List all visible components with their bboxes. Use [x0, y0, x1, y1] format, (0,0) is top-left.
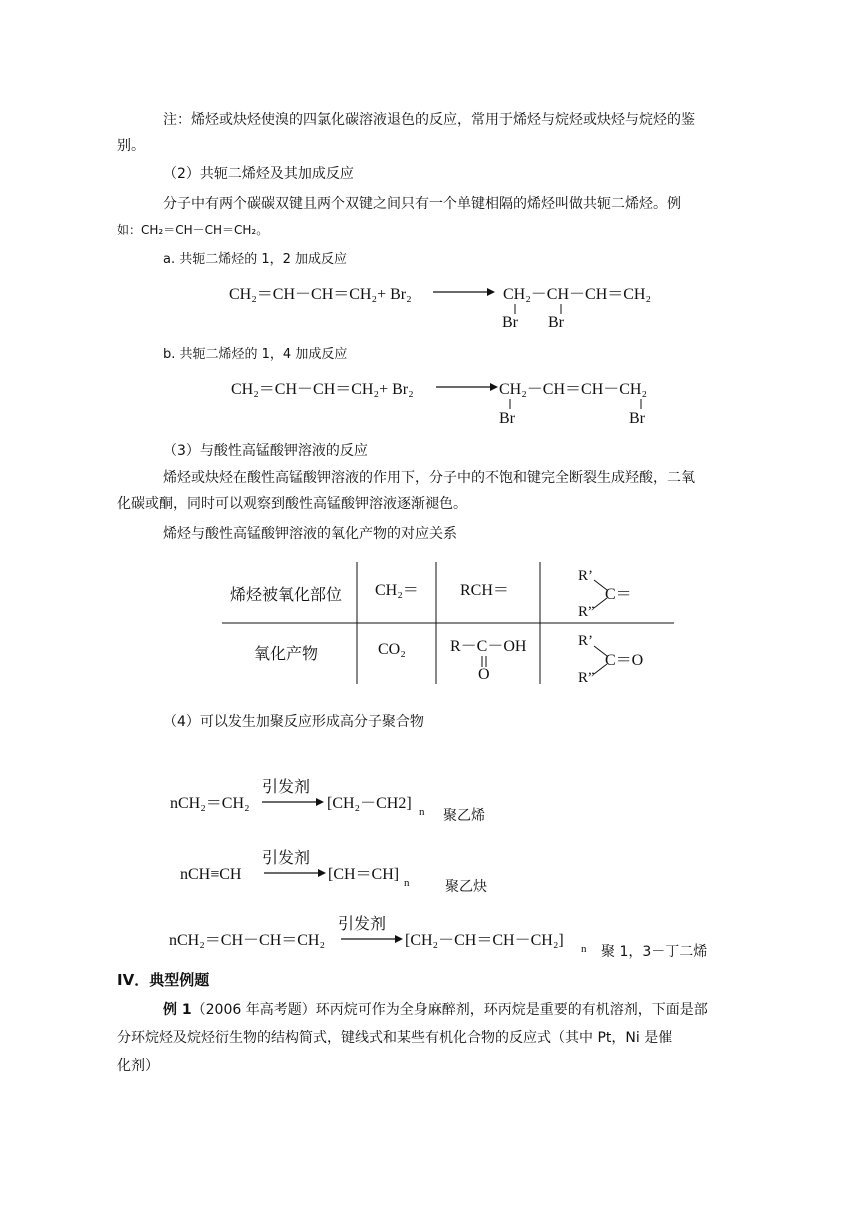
table-row2-acid-o: O: [478, 666, 490, 683]
polymer-1-name: 聚乙烯: [443, 808, 485, 824]
reaction-b-product: CH₂－CH＝CH－CH₂: [499, 381, 648, 398]
polymer-1-n: n: [419, 806, 425, 818]
section-2-para-line-1: 分子中有两个碳碳双键且两个双键之间只有一个单键相隔的烯烃叫做共轭二烯烃。例: [163, 196, 681, 212]
table-row1-r-prime: R’: [578, 568, 593, 584]
reaction-a-br-2: Br: [548, 314, 564, 331]
section-2-para-line-2: 如：CH₂＝CH－CH＝CH₂。: [117, 223, 269, 237]
initiator-label-1: 引发剂: [262, 777, 311, 796]
example-1-line-2: 分环烷烃及烷烃衍生物的结构简式，键线式和某些有机化合物的反应式（其中 Pt，Ni 是催: [117, 1030, 673, 1046]
reaction-b-bonds: [500, 397, 660, 409]
table-row1-bonds: [590, 574, 612, 614]
reaction-a-bonds: [505, 302, 575, 314]
polymer-2-name: 聚乙炔: [445, 879, 487, 895]
reaction-a-br-1: Br: [502, 314, 518, 331]
polymer-1-monomer: nCH₂＝CH₂: [170, 795, 250, 812]
table-row1-r-dprime: R”: [578, 604, 595, 620]
table-row2-header: 氧化产物: [254, 644, 319, 663]
polymer-3-arrow: [341, 934, 403, 944]
table-row1-header: 烯烃被氧化部位: [230, 585, 343, 604]
item-a-label: a. 共轭二烯烃的 1，2 加成反应: [163, 252, 348, 267]
polymer-1-arrow: [262, 797, 324, 807]
reaction-a-arrow: [433, 287, 495, 297]
section-3-para-line-2: 化碳或酮，同时可以观察到酸性高锰酸钾溶液逐渐褪色。: [117, 496, 467, 512]
reaction-b-br-1: Br: [499, 410, 515, 427]
reaction-a-product: CH₂－CH－CH＝CH₂: [503, 286, 652, 303]
table-row2-r-prime: R’: [578, 633, 593, 649]
reaction-b-arrow: [436, 382, 498, 392]
example-label: 例 1: [163, 1002, 192, 1018]
note-line-1: 注：烯烃或炔烃使溴的四氯化碳溶液退色的反应，常用于烯烃与烷烃或炔烃与烷烃的鉴: [163, 112, 695, 128]
reaction-a-reactants: CH₂＝CH－CH＝CH₂+ Br₂: [229, 286, 412, 303]
polymer-2-monomer: nCH≡CH: [180, 866, 242, 883]
section-3-para-line-1: 烯烃或炔烃在酸性高锰酸钾溶液的作用下，分子中的不饱和键完全断裂生成羟酸，二氧: [163, 470, 695, 486]
table-row2-c-o: C＝O: [605, 652, 644, 669]
note-line-2: 别。: [117, 138, 145, 154]
polymer-3-n: n: [581, 943, 587, 955]
section-3-heading: （3）与酸性高锰酸钾溶液的反应: [163, 443, 368, 459]
table-row1-c-dbl: C＝: [605, 586, 632, 603]
section-iv-heading: IV．典型例题: [117, 971, 210, 989]
reaction-b-br-2: Br: [629, 410, 645, 427]
polymer-2-arrow: [264, 868, 326, 878]
table-row1-rch: RCH＝: [460, 582, 509, 599]
section-2-heading: （2）共轭二烯烃及其加成反应: [163, 166, 354, 182]
polymer-2-n: n: [404, 877, 410, 889]
polymer-1-product: [CH₂－CH2]: [327, 795, 412, 812]
table-row2-acid: R－C－OH: [450, 638, 527, 655]
table-row2-r-dprime: R”: [578, 670, 595, 686]
polymer-2-product: [CH＝CH]: [328, 866, 400, 883]
example-1-line-3: 化剂）: [117, 1058, 159, 1074]
table-row2-bonds: [590, 640, 612, 680]
initiator-label-2: 引发剂: [262, 848, 311, 867]
polymer-3-monomer: nCH₂＝CH－CH＝CH₂: [169, 932, 326, 949]
table-row2-co2: CO₂: [378, 641, 406, 658]
item-b-label: b. 共轭二烯烃的 1，4 加成反应: [163, 347, 348, 362]
section-4-heading: （4）可以发生加聚反应形成高分子聚合物: [163, 714, 424, 730]
example-1-text-1: （2006 年高考题）环丙烷可作为全身麻醉剂，环丙烷是重要的有机溶剂，下面是部: [191, 1002, 708, 1018]
table-caption: 烯烃与酸性高锰酸钾溶液的氧化产物的对应关系: [163, 526, 457, 542]
initiator-label-3: 引发剂: [338, 914, 387, 933]
example-1-line-1: [163, 1000, 708, 1020]
table-row1-ch2: CH₂＝: [375, 582, 419, 599]
reaction-b-reactants: CH₂＝CH－CH＝CH₂+ Br₂: [231, 381, 414, 398]
polymer-3-product: [CH₂－CH＝CH－CH₂]: [405, 932, 564, 949]
polymer-3-name: 聚 1，3－丁二烯: [601, 944, 708, 960]
